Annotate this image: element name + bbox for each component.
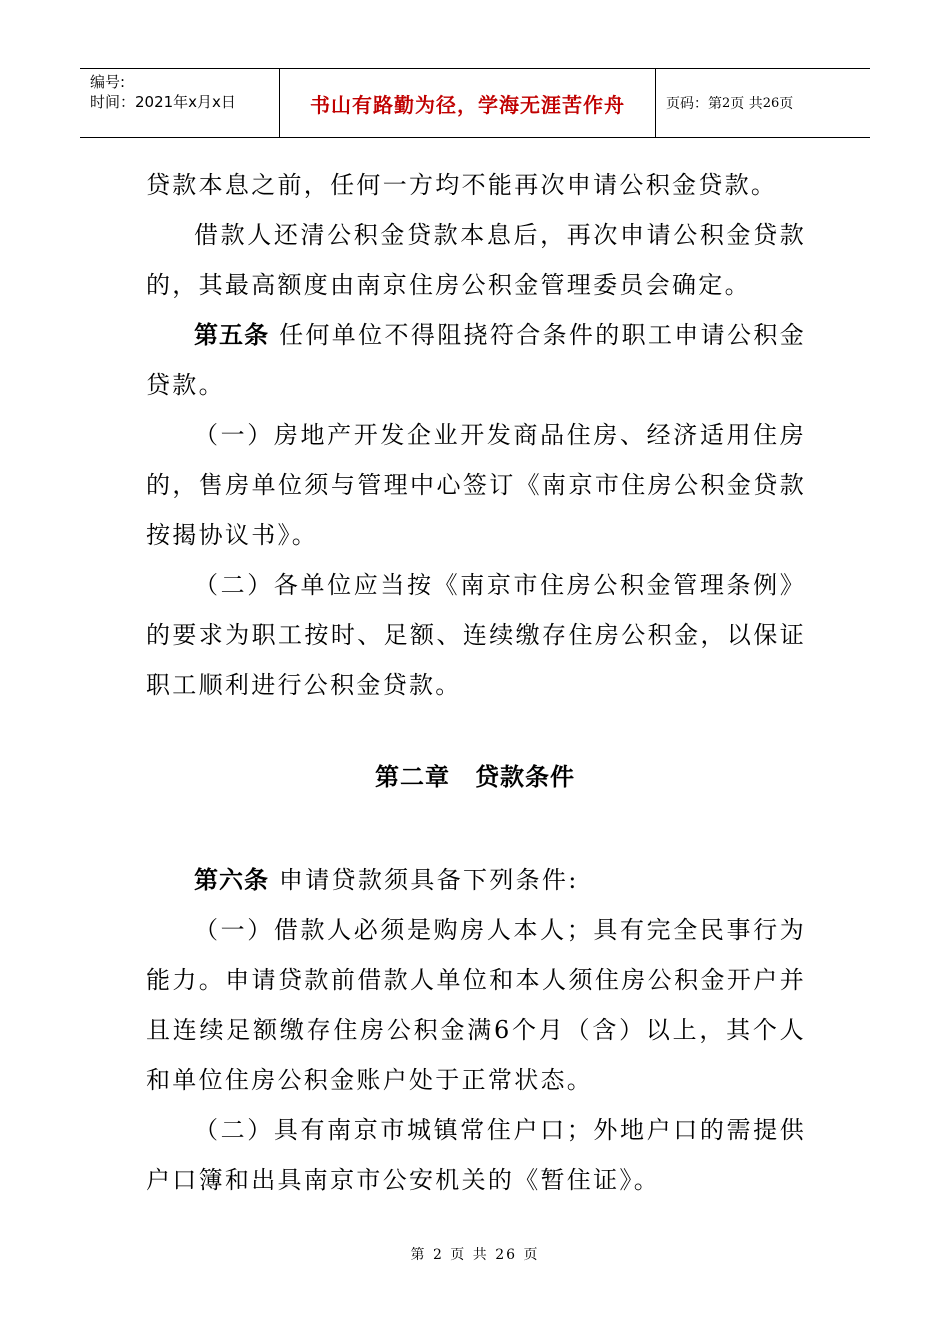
document-body-continued	[146, 855, 806, 1205]
page-footer: 第 2 页 共 26 页	[410, 1247, 540, 1263]
page-prefix: 页码：第	[666, 96, 722, 112]
doc-number-label: 编号:	[90, 73, 126, 91]
page-mid: 页 共	[730, 96, 763, 112]
page-total: 26	[762, 95, 780, 111]
page-suffix: 页	[779, 96, 794, 112]
header-motto: 书山有路勤为径，学海无涯苦作舟	[280, 69, 656, 137]
article-text: 申请贷款须具备下列条件:	[269, 866, 579, 894]
header-page-info	[656, 69, 870, 137]
page-header	[80, 68, 870, 138]
article-label: 第六条	[194, 866, 269, 894]
article-text: 任何单位不得阻挠符合条件的职工申请公积金贷款。	[146, 321, 806, 399]
paragraph: （一）借款人必须是购房人本人；具有完全民事行为能力。申请贷款前借款人单位和本人须住房公积金开户并且连续足额缴存住房公积金满6个月（含）以上，其个人和单位住房公积金账户处于正常状态。	[146, 916, 806, 1094]
page-number: 2	[722, 95, 731, 111]
paragraph: 贷款本息之前，任何一方均不能再次申请公积金贷款。	[146, 171, 778, 199]
paragraph: （二）具有南京市城镇常住户口；外地户口的需提供户口簿和出具南京市公安机关的《暂住证》。	[146, 1116, 806, 1194]
article-5	[146, 310, 806, 410]
paragraph: 借款人还清公积金贷款本息后，再次申请公积金贷款的，其最高额度由南京住房公积金管理委员会确定。	[146, 221, 806, 299]
document-body	[146, 160, 806, 710]
header-meta	[80, 69, 280, 137]
paragraph: （二）各单位应当按《南京市住房公积金管理条例》的要求为职工按时、足额、连续缴存住房公积金，以保证职工顺利进行公积金贷款。	[146, 571, 806, 699]
paragraph: （一）房地产开发企业开发商品住房、经济适用住房的，售房单位须与管理中心签订《南京市住房公积金贷款按揭协议书》。	[146, 421, 806, 549]
doc-time-label: 时间：2021年x月x日	[90, 93, 236, 111]
article-label: 第五条	[194, 321, 270, 349]
article-6	[146, 855, 806, 905]
chapter-title: 第二章 贷款条件	[375, 763, 575, 791]
